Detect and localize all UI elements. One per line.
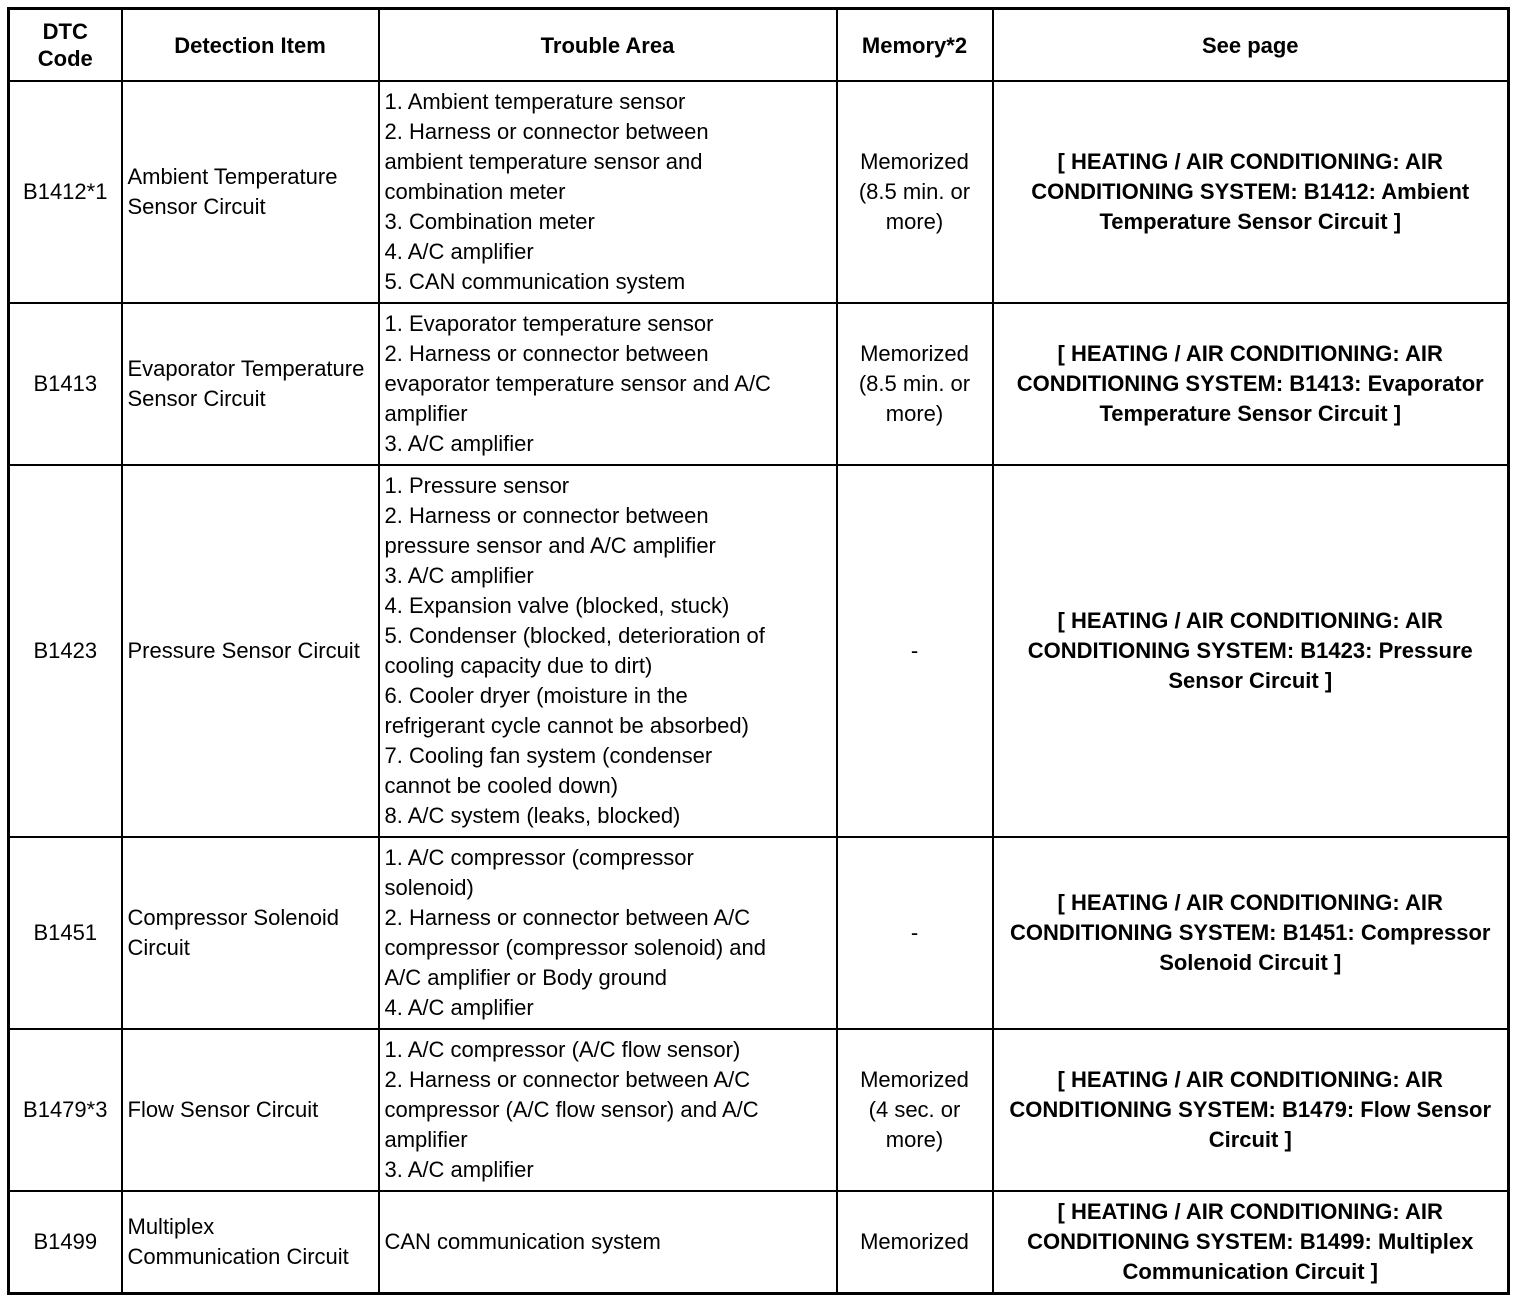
- see-page-link[interactable]: [ HEATING / AIR CONDITIONING: AIR CONDITIONING SYSTEM: B1499: Multiplex Communication Circuit ]: [993, 1191, 1509, 1293]
- trouble-area-line: 1. A/C compressor (compressor: [384, 845, 694, 870]
- trouble-area-cell: [379, 1029, 837, 1191]
- memory-line: Memorized: [860, 149, 969, 174]
- trouble-area-line: 3. A/C amplifier: [384, 563, 534, 588]
- table-row: [9, 303, 1509, 465]
- header-see-page: See page: [993, 9, 1509, 82]
- see-page-link[interactable]: [ HEATING / AIR CONDITIONING: AIR CONDITIONING SYSTEM: B1412: Ambient Temperature Sensor Circuit ]: [993, 81, 1509, 303]
- trouble-area-line: cooling capacity due to dirt): [384, 653, 653, 678]
- trouble-area-line: 1. Evaporator temperature sensor: [384, 311, 714, 336]
- trouble-area-line: 2. Harness or connector between: [384, 119, 709, 144]
- trouble-area-line: 2. Harness or connector between: [384, 341, 709, 366]
- dtc-code-cell: B1499: [9, 1191, 122, 1293]
- detection-item-cell: Compressor Solenoid Circuit: [122, 837, 379, 1029]
- memory-line: (8.5 min. or: [858, 179, 971, 204]
- trouble-area-line: 5. Condenser (blocked, deterioration of: [384, 623, 765, 648]
- memory-cell: [837, 303, 993, 465]
- trouble-area-line: cannot be cooled down): [384, 773, 619, 798]
- dtc-table: [7, 7, 1510, 1295]
- dtc-code-cell: B1423: [9, 465, 122, 837]
- trouble-area-line: amplifier: [384, 401, 468, 426]
- see-page-link[interactable]: [ HEATING / AIR CONDITIONING: AIR CONDITIONING SYSTEM: B1479: Flow Sensor Circuit ]: [993, 1029, 1509, 1191]
- memory-cell: [837, 1029, 993, 1191]
- trouble-area-line: evaporator temperature sensor and A/C: [384, 371, 771, 396]
- header-dtc-code: DTC Code: [9, 9, 122, 82]
- trouble-area-line: 3. A/C amplifier: [384, 1157, 534, 1182]
- trouble-area-line: 6. Cooler dryer (moisture in the: [384, 683, 688, 708]
- trouble-area-line: 4. Expansion valve (blocked, stuck): [384, 593, 730, 618]
- dtc-code-cell: B1412*1: [9, 81, 122, 303]
- trouble-area-cell: [379, 465, 837, 837]
- memory-line: Memorized: [860, 341, 969, 366]
- trouble-area-cell: [379, 837, 837, 1029]
- table-row: [9, 837, 1509, 1029]
- trouble-area-line: ambient temperature sensor and: [384, 149, 703, 174]
- table-row: [9, 81, 1509, 303]
- memory-cell: [837, 1191, 993, 1293]
- trouble-area-line: 4. A/C amplifier: [384, 995, 534, 1020]
- header-detection-item: Detection Item: [122, 9, 379, 82]
- trouble-area-line: pressure sensor and A/C amplifier: [384, 533, 716, 558]
- trouble-area-line: solenoid): [384, 875, 474, 900]
- dtc-code-cell: B1413: [9, 303, 122, 465]
- detection-item-cell: Evaporator Temperature Sensor Circuit: [122, 303, 379, 465]
- trouble-area-line: CAN communication system: [384, 1228, 661, 1254]
- memory-line: -: [910, 920, 919, 945]
- trouble-area-line: 3. Combination meter: [384, 209, 595, 234]
- memory-cell: [837, 465, 993, 837]
- header-trouble-area: Trouble Area: [379, 9, 837, 82]
- dtc-code-cell: B1479*3: [9, 1029, 122, 1191]
- memory-line: more): [885, 1127, 944, 1152]
- header-row: [9, 9, 1509, 82]
- see-page-link[interactable]: [ HEATING / AIR CONDITIONING: AIR CONDITIONING SYSTEM: B1413: Evaporator Temperature Sensor Circuit ]: [993, 303, 1509, 465]
- trouble-area-line: A/C amplifier or Body ground: [384, 965, 667, 990]
- trouble-area-line: compressor (compressor solenoid) and: [384, 935, 766, 960]
- see-page-link[interactable]: [ HEATING / AIR CONDITIONING: AIR CONDITIONING SYSTEM: B1423: Pressure Sensor Circuit ]: [993, 465, 1509, 837]
- memory-line: (4 sec. or: [868, 1097, 961, 1122]
- memory-cell: [837, 837, 993, 1029]
- trouble-area-line: amplifier: [384, 1127, 468, 1152]
- trouble-area-cell: [379, 303, 837, 465]
- trouble-area-line: 7. Cooling fan system (condenser: [384, 743, 713, 768]
- trouble-area-cell: [379, 81, 837, 303]
- memory-line: (8.5 min. or: [858, 371, 971, 396]
- trouble-area-line: 1. Ambient temperature sensor: [384, 89, 686, 114]
- table-row: [9, 465, 1509, 837]
- trouble-area-line: combination meter: [384, 179, 566, 204]
- memory-line: more): [885, 401, 944, 426]
- trouble-area-cell: [379, 1191, 837, 1293]
- trouble-area-line: 2. Harness or connector between: [384, 503, 709, 528]
- trouble-area-line: 1. A/C compressor (A/C flow sensor): [384, 1037, 741, 1062]
- memory-line: Memorized: [860, 1067, 969, 1092]
- table-row: [9, 1191, 1509, 1293]
- memory-line: -: [910, 638, 919, 663]
- trouble-area-line: 3. A/C amplifier: [384, 431, 534, 456]
- trouble-area-line: 4. A/C amplifier: [384, 239, 534, 264]
- detection-item-cell: Flow Sensor Circuit: [122, 1029, 379, 1191]
- table-row: [9, 1029, 1509, 1191]
- trouble-area-line: 5. CAN communication system: [384, 269, 686, 294]
- trouble-area-line: 2. Harness or connector between A/C: [384, 905, 751, 930]
- memory-cell: [837, 81, 993, 303]
- memory-line: Memorized: [860, 1228, 969, 1254]
- see-page-link[interactable]: [ HEATING / AIR CONDITIONING: AIR CONDITIONING SYSTEM: B1451: Compressor Solenoid Circuit ]: [993, 837, 1509, 1029]
- detection-item-cell: Ambient Temperature Sensor Circuit: [122, 81, 379, 303]
- memory-line: more): [885, 209, 944, 234]
- trouble-area-line: compressor (A/C flow sensor) and A/C: [384, 1097, 759, 1122]
- dtc-code-cell: B1451: [9, 837, 122, 1029]
- trouble-area-line: 1. Pressure sensor: [384, 473, 570, 498]
- trouble-area-line: 2. Harness or connector between A/C: [384, 1067, 751, 1092]
- detection-item-cell: Pressure Sensor Circuit: [122, 465, 379, 837]
- trouble-area-line: 8. A/C system (leaks, blocked): [384, 803, 681, 828]
- detection-item-cell: Multiplex Communication Circuit: [122, 1191, 379, 1293]
- header-memory: Memory*2: [837, 9, 993, 82]
- trouble-area-line: refrigerant cycle cannot be absorbed): [384, 713, 749, 738]
